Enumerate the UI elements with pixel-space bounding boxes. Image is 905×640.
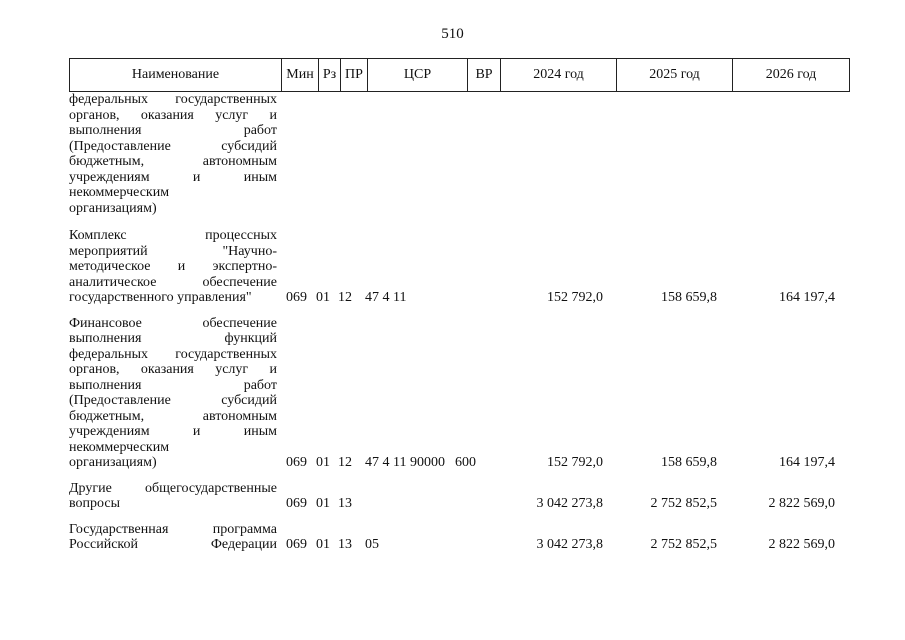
header-min: Мин (282, 59, 319, 91)
table-body (69, 92, 850, 553)
header-vr: ВР (468, 59, 501, 91)
row-name-line: аналитическое обеспечение (69, 274, 277, 290)
row-2026: 2 822 569,0 (768, 537, 835, 552)
row-2024: 3 042 273,8 (536, 537, 603, 552)
row-cells (277, 316, 835, 471)
row-pr: 13 (338, 496, 352, 511)
row-name-line: Комплекс процессных (69, 228, 277, 243)
row-name-line: мероприятий "Научно- (69, 243, 277, 259)
header-2024: 2024 год (501, 59, 617, 91)
row-name-line: государственного управления" (69, 290, 252, 305)
row-name-line: органов, оказания услуг и (69, 107, 277, 123)
row-2025: 2 752 852,5 (650, 537, 717, 552)
row-name-line: федеральных государственных (69, 346, 277, 362)
header-csr: ЦСР (368, 59, 468, 91)
row-name (69, 92, 277, 216)
row-name (69, 228, 277, 306)
table-row (69, 522, 850, 553)
row-name-line: органов, оказания услуг и (69, 362, 277, 377)
row-name-line: Российской Федерации (69, 537, 277, 552)
row-cells (277, 481, 835, 512)
row-min: 069 (286, 537, 307, 552)
row-rz: 01 (316, 455, 330, 470)
row-name-line: вопросы (69, 496, 120, 511)
row-cells (277, 92, 835, 216)
table-row (69, 316, 850, 471)
row-2024: 152 792,0 (547, 290, 603, 305)
row-cells (277, 228, 835, 306)
row-name-line: некоммерческим (69, 185, 170, 200)
row-2026: 164 197,4 (779, 290, 835, 305)
row-min: 069 (286, 290, 307, 305)
row-2025: 2 752 852,5 (650, 496, 717, 511)
row-name-line: Другие общегосударственные (69, 480, 277, 496)
table-row (69, 92, 850, 216)
row-2025: 158 659,8 (661, 455, 717, 470)
row-name-line: бюджетным, автономным (69, 154, 277, 169)
row-name-line: Государственная программа (69, 521, 277, 537)
table-row (69, 228, 850, 306)
header-2026: 2026 год (765, 67, 817, 82)
page-number: 510 (441, 26, 464, 42)
row-2026: 2 822 569,0 (768, 496, 835, 511)
row-pr: 13 (338, 537, 352, 552)
row-2025: 158 659,8 (661, 290, 717, 305)
row-name-line: учреждениям и иным (69, 424, 277, 439)
row-name-line: (Предоставление субсидий (69, 138, 277, 154)
row-name-line: (Предоставление субсидий (69, 393, 277, 408)
row-name-line: выполнения работ (69, 123, 277, 138)
row-name-line: выполнения работ (69, 377, 277, 393)
row-name-line: учреждениям и иным (69, 169, 277, 185)
row-rz: 01 (316, 290, 330, 305)
row-name-line: бюджетным, автономным (69, 408, 277, 424)
row-name-line: выполнения функций (69, 331, 277, 346)
row-name-line: организациям) (69, 455, 157, 470)
header-rz: Рз (319, 59, 341, 91)
row-name-line: методическое и экспертно- (69, 259, 277, 274)
row-csr: 47 4 11 (365, 290, 407, 305)
row-name-line: федеральных государственных (69, 92, 277, 107)
row-2026: 164 197,4 (779, 455, 835, 470)
row-pr: 12 (338, 290, 352, 305)
table-row (69, 481, 850, 512)
row-name (69, 481, 277, 512)
row-rz: 01 (316, 496, 330, 511)
row-cells (277, 522, 835, 553)
row-rz: 01 (316, 537, 330, 552)
row-2024: 3 042 273,8 (536, 496, 603, 511)
table-header (69, 58, 850, 92)
row-pr: 12 (338, 455, 352, 470)
row-csr: 47 4 11 90000 (365, 455, 445, 470)
row-name-line: некоммерческим (69, 439, 170, 455)
row-csr: 05 (365, 537, 379, 552)
row-name-line: Финансовое обеспечение (69, 315, 277, 331)
row-name-line: организациям) (69, 200, 157, 216)
row-name (69, 522, 277, 553)
row-2024: 152 792,0 (547, 455, 603, 470)
header-name: Наименование (70, 59, 282, 91)
row-min: 069 (286, 455, 307, 470)
row-min: 069 (286, 496, 307, 511)
header-pr: ПР (341, 59, 368, 91)
header-2025: 2025 год (617, 59, 733, 91)
row-name (69, 316, 277, 471)
row-vr: 600 (455, 455, 476, 470)
